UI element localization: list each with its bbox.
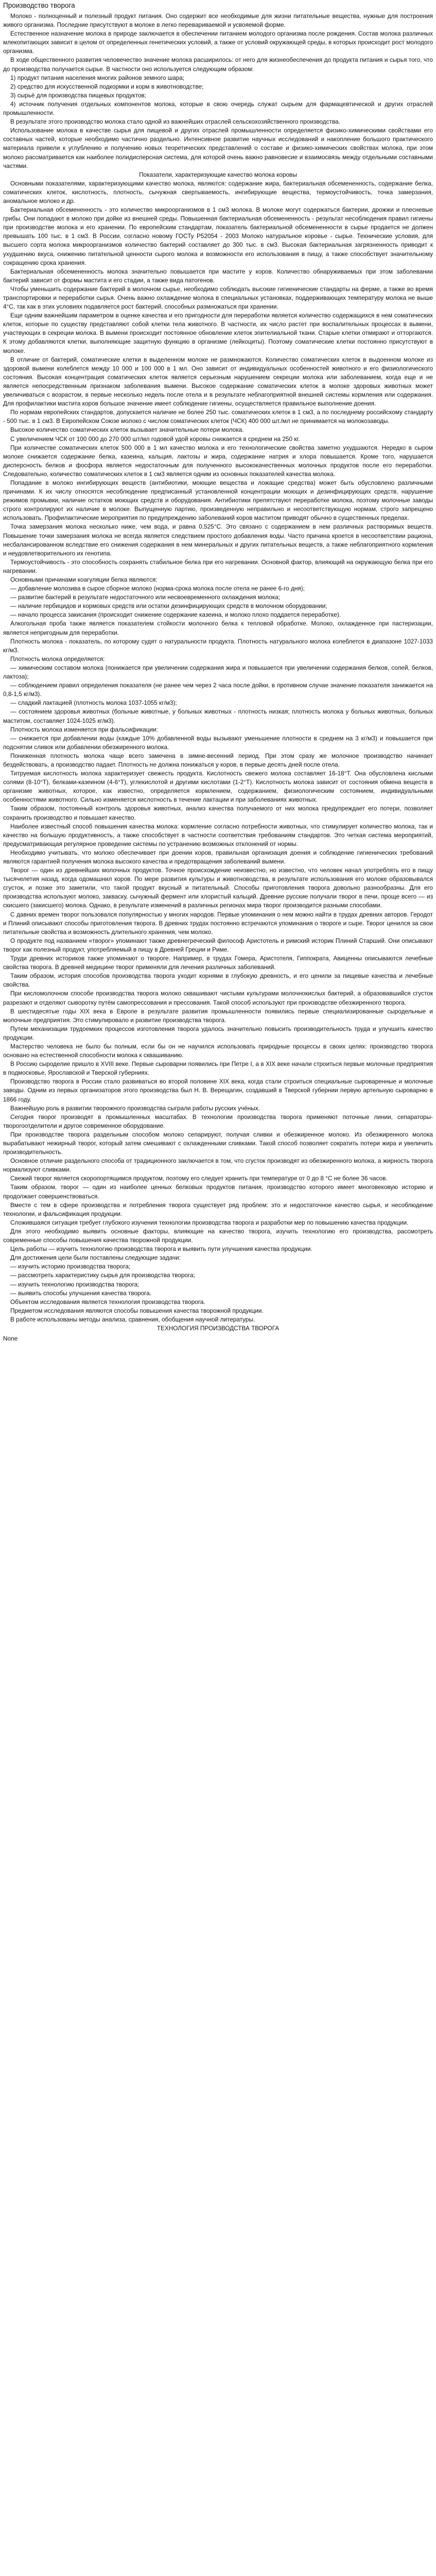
paragraph: Творог — один из древнейших молочных продуктов. Точное происхождение неизвестно, но известно, что человек начал употреблять его в пищу тысячелетия назад, когда одомашнил коров. По мере развития культуры и животноводства, в результате использования его молоке образовывался сгусток, и позже это заметили, что такой продукт вкусный и питательный. Способы приготовления творога довольно разнообразны. Для его производства используют молоко, закваску, сычужный фермент или хлористый кальций. Древние русские получали творог в печи, проще всего — из скисшего (закисшего) молока. Однако, в результате изменений в различных регионах мира творог производится разными способами. (3, 867, 433, 909)
paragraph: Термоустойчивость - это способность сохранять стабильное белка при его нагревании. Основной фактор, влияющий на окружающую белка при его нагревании. (3, 558, 433, 574)
paragraph: Плотность молока изменяется при фальсификации: (10, 725, 158, 733)
document-title: Производство творога (3, 2, 75, 9)
page-footer: None (3, 1335, 18, 1343)
paragraph: Основными причинами коагуляции белка являются: (10, 576, 158, 583)
document (0, 1, 436, 1343)
paragraph: Таким образом, история способов производства творога уходит корнями в глубокую древность, и его ценили за пищевые качества и лечебные свойства. (3, 972, 433, 989)
paragraph: Сегодня творог производят в промышленных масштабах. В технологии производства творога применяют поточные линии, сепараторы-творогоотделители и другое современное оборудование. (3, 1113, 433, 1129)
paragraph: Использование молока в качестве сырья для пищевой и других отраслей промышленности определяется физико-химическими свойствами его составных частей, которые необходимо частично раздельно. Интенсивное развитие научных исследований и накопление большого практического материала привели к углублению и получению новых теоретических представлений о составе и физико-химических свойствах молока, при этом молоко рассматривается как наиболее полидисперсная система, для которой очень важно равновесие и взаимосвязь между отдельными составными частями. (3, 127, 433, 170)
paragraph: Бактериальная обсемененность - это количество микроорганизмов в 1 см3 молока. В молоке могут содержаться бактерии, дрожжи и плесневые грибы. Они попадают в молоко при дойке из внешней среды. Повышенная бактериальная обсемененность - результат несоблюдения правил гигиены при производстве молока и его хранении. По европейским стандартам, показатель бактериальной обсемененности в сырье продается не должен превышать 100 тыс. в 1 см3. В России, согласно новому ГОСТу Р52054 - 2003 Молоко натуральное коровье - сырье. Технические условия, для высшего сорта молока микроорганизмов количество бактерий составляет до 300 тыс. в см3. Высокая бактериальная загрязненность приводит к ухудшению вкуса, снижению питательной ценности сырого молока и возможности его использования в пищу, а также способствует значительному сокращению срока хранения. (3, 206, 433, 266)
paragraph: Основное отличие раздельного способа от традиционного заключается в том, что сгусток производят из обезжиренного молока, а жирность творога нормализуют сливками. (3, 1157, 433, 1174)
paragraph: Молоко - полноценный и полезный продукт питания. Оно содержит все необходимые для жизни питательные вещества, нужные для построения живого организма. Последние присутствуют в молоке в легко перевариваемой и усвояемой форме. (3, 12, 433, 29)
paragraph: В отличие от бактерий, соматические клетки в выделенном молоке не размножаются. Количество соматических клеток в выдоенном молоке из здоровой вымени колеблется между 10 000 и 100 000 в 1 мл. Оно зависит от индивидуальных особенностей животного и его физиологического состояния. Высокая концентрация соматических клеток является серьезным нарушением секреции молока или заболеванием, когда еще и не является непосредственным признаком заболевания вымени. Высокое содержание соматических клеток в молоке здоровых животных может увеличиваться с возрастом, в первые несколько недель после отела и в результате неблагоприятной внешней системы кормления или содержания. Для профилактики мастита коров большое значение имеет соблюдение гигиены, осуществляется правильное выполнение доения. (3, 355, 433, 408)
document-body (3, 12, 433, 1324)
paragraph: О продукте под названием «творог» упоминают также древнегреческий философ Аристотель и римский историк Плиний Старший. Они описывают творог как полезный продукт, употребляемый в пищу в Древней Греции и Риме. (3, 937, 433, 953)
paragraph: Для этого необходимо выявить основные факторы, влияющие на качество творога, изучить технологию его производства, рассмотреть современные способы повышения качества творожной продукции. (3, 1227, 433, 1244)
paragraph: 1) продукт питания населения многих районов земного шара; (10, 74, 185, 81)
paragraph: По нормам европейских стандартов, допускается наличие не более 250 тыс. соматических клеток в 1 см3, а по последнему российскому стандарту - 500 тыс. в 1 см3. В Европейском Союзе молоко с числом соматических клеток (ЧСК) 400 000 шт./мл не принимается на молокозаводы. (3, 409, 433, 425)
paragraph: Титруемая кислотность молока характеризует свежесть продукта. Кислотность свежего молока составляет 16-18°Т. Она обусловлена кислыми солями (8-10°Т), белками-казеином (4-6°Т), углекислотой и другими кислотами (1-2°Т). Кислотность молока зависит от состояния обмена веществ в организме животных, которое, как известно, определяется кормлением, содержанием, физиологическим состоянием, индивидуальными особенностями животного. Сильно изменяется кислотность в течение лактации и при заболеваниях животных. (3, 770, 433, 804)
paragraph: — химическим составом молока (понижается при увеличении содержания жира и повышается при увеличении содержания белков, солей, белков, лактоза); (3, 664, 433, 681)
paragraph: 4) источник получения отдельных компонентов молока, которые в свою очередь служат сырьем для фармацевтической и других отраслей промышленности. (3, 100, 433, 117)
paragraph: Объектом исследования является технология производства творога. (10, 1298, 205, 1306)
paragraph: Алкогольная проба также является показателем стойкости молочного белка к тепловой обработке. Молоко, охлажденное при пастеризации, является непригодным для переработки. (3, 620, 433, 636)
paragraph: 2) средство для искусственной подкормки и корм в животноводстве; (10, 82, 204, 90)
paragraph: В Россию сыроделие пришло в XVIII веке. Первые сыроварни появились при Петре I, а в XIX веке начали строиться первые молочные предприятия в подмосковье, Ярославской и Тверской губерниях. (3, 1060, 433, 1077)
section-heading: ТЕХНОЛОГИЯ ПРОИЗВОДСТВА ТВОРОГА (156, 1324, 280, 1332)
paragraph: При кисломолочном способе производства творога молоко сквашивают чистыми культурами молочнокислых бактерий, а образовавшийся сгусток разрезают и отделяют сыворотку путём самопрессования и прессования. Такой способ используют при производстве обезжиренного творога. (3, 990, 433, 1006)
paragraph: — выявить способы улучшения качества творога. (10, 1289, 152, 1297)
paragraph: Плотность молока определяется: (10, 655, 105, 663)
paragraph: — снижается при добавлении воды (каждые 10% добавленной воды вызывают уменьшение плотности в среднем на 3 кг/м3) и повышается при подснятии сливок или добавлении обезжиренного молока. (3, 734, 433, 751)
paragraph: В шестидесятые годы XIX века в Европе в результате развития промышленности появились первые специализированные сыродельные и молочные предприятия. Это стимулировало и развитие производства творога. (3, 1007, 433, 1024)
paragraph: Путем механизации трудоемких процессов изготовления творога удалось значительно повысить производительность труда и улучшить качество продукции. (3, 1025, 433, 1041)
paragraph: — развитие бактерий в результате недостаточного или несвоевременного охлаждения молока; (10, 594, 281, 601)
paragraph: Еще одним важнейшим параметром в оценке качества и его пригодности для переработки является количество содержащихся в нем соматических клеток, которые по существу представляют собой клетки тела животного. В частности, их число растет при воспалительных процессах в вымени, участвующих в секреции молока. В вымени происходит постоянное обновление клеток эпителиальной ткани. Старые клетки отмирают и отторгаются. К этому добавляются клетки, выполняющие защитную функцию в организме (лейкоциты). Поэтому соматические клетки постоянно присутствуют в молоке. (3, 312, 433, 354)
paragraph: 3) сырьё для производства пищевых продуктов; (10, 91, 146, 99)
paragraph: Таким образом, творог — один из наиболее ценных белковых продуктов питания, производство которого имеет многовековую историю и продолжает совершенствоваться. (3, 1183, 433, 1200)
paragraph: Труди древних историков также упоминают о твороге. Например, в трудах Гомера, Аристотеля, Гиппократа, Авиценны описываются лечебные свойства творога. В древней медицине творог применяли для лечения различных заболеваний. (3, 955, 433, 971)
paragraph: В работе использованы методы анализа, сравнения, обобщения научной литературы. (10, 1315, 255, 1323)
paragraph: — изучить технологию производства творога; (10, 1280, 139, 1288)
paragraph: Необходимо учитывать, что молоко обеспечивает при доении коров, правильная организация доения и соблюдение гигиенических требований являются гарантией получения молока высокого качества и предотвращения заболеваний вымени. (3, 849, 433, 865)
paragraph: Таким образом, постоянный контроль здоровья животных, анализ качества получаемого от них молока предупреждает его потери, позволяет сохранить производство и повышает качество. (3, 805, 433, 821)
paragraph: Бактериальная обсемененность молока значительно повышается при мастите у коров. Количество обнаруживаемых при этом заболевании бактерий зависит от формы мастита и его стадии, а также вида патогенов. (3, 267, 433, 284)
paragraph: Точка замерзания молока несколько ниже, чем вода, и равна 0,525°С. Это связано с содержанием в нем различных растворимых веществ. Повышение точки замерзания молока не всегда является следствием простого добавления воды. Часто причина кроется в несоответствии рациона, несбалансированном вследствие его снижения содержания в нем минеральных и других питательных веществ, а также неблагоприятного кормления и неудовлетворительного их генотипа. (3, 523, 433, 557)
paragraph: — сладкий лактацией (плотность молока 1037-1055 кг/м3); (10, 699, 177, 707)
paragraph: — состоянием здоровья животных (больные животные, у больных животных - плотность низкая; плотность молока у больных животных, больных маститом, составляет 1024-1025 кг/м3). (3, 708, 433, 724)
paragraph: Производство творога в России стало развиваться во второй половине XIX века, когда стали строиться специальные сыроваренные и молочные заводы. Одним из первых организаторов этого производства был Н. В. Верещагин, создавший в Тверской губернии первую артельную сыроварню в 1866 году. (3, 1078, 433, 1103)
paragraph: Предметом исследования являются способы повышения качества творожной продукции. (10, 1307, 264, 1314)
paragraph: — соблюдением правил определения показателя (не ранее чем через 2 часа после дойки, в противном случае значение показателя занижается на 0,8-1,5 кг/м3). (3, 682, 433, 698)
paragraph: Основными показателями, характеризующими качество молока, являются: содержание жира, бактериальная обсемененность, содержание белка, соматических клеток, кислотность, плотность, сычужная свертываемость, ингибирующие вещества, термоустойчивость, точка замерзания, аномальное молоко и др. (3, 179, 433, 205)
paragraph: Свежий творог является скоропортящимся продуктом, поэтому его следует хранить при температуре от 0 до 8 °С не более 36 часов. (10, 1175, 388, 1182)
paragraph: Важнейшую роль в развитии творожного производства сыграли работы русских учёных. (10, 1104, 260, 1112)
paragraph: — добавление молозива в сырое сборное молоко (норма-срока молока после отела не ранее 6-го дня); (10, 585, 305, 592)
paragraph: — рассмотреть характеристику сырья для производства творога; (10, 1272, 195, 1279)
paragraph: Цель работы — изучить технологию производства творога и выявить пути улучшения качества продукции. (10, 1245, 312, 1253)
paragraph: В ходе общественного развития человечество значение молока расширилось: от него для жизнеобеспечения до продукта питания и сырья того, что до производства получается сырье. В частности оно используется следующим образом: (3, 56, 433, 73)
paragraph: Естественное назначение молока в природе заключается в обеспечении питанием молодого организма после рождения. Состав молока различных млекопитающих зависит в целом от определенных генетических условий, а также от условий окружающей среды, в которых происходит рост молодого организма. (3, 30, 433, 55)
paragraph: При количестве соматических клеток 500 000 в 1 мл качество молока и его технологические свойства заметно ухудшаются. Нередко в сыром молоке снижается содержание белка, казеина, кальция, лактозы и жира, содержание натрия и хлора повышается. Кроме того, нарушается дисперсность белков и фосфора является недостаточным для полученного высококачественных молочных продуктов после его переработки. Следовательно, количество соматических клеток в 1 см3 является одним из основных показателей качества молока. (3, 444, 433, 478)
paragraph: Наиболее известный способ повышения качества молока: кормление согласно потребности животных, что стимулирует количество молока, так и качество на большую продуктивность, а также способствует в частности соответствия требованиям стандартов. Это четкая система мероприятий, предусматривающая регулярное проведение системы по устранению возможных отклонений от нормы. (3, 822, 433, 848)
paragraph: Высокое количество соматических клеток вызывает значительные потери молока. (10, 426, 244, 434)
paragraph: Попадание в молоко ингибирующих веществ (антибиотики, моющие вещества и ложащие средства) может быть обусловлено различными причинами. К их числу относятся несоблюдение предписанный установленной концентрации моющих и дезинфицирующих средств, нарушение режимов промывки, наличие остатков моющих средств и оборудования. Антибиотики препятствуют переработке молока, поэтому молочные заводы строго контролируют их наличие в молоке. Выпущенную партию, произведенную неправильно и несоответствующую нормам, строго запрещено использовать. Профилактические мероприятия по предупреждению заболеваний коров маститом приводят обычно в существенных пределах. (3, 479, 433, 522)
paragraph: Сложившаяся ситуация требует глубокого изучения технологии производства творога и разработки мер по повышению качества продукции. (10, 1218, 409, 1226)
paragraph: В результате этого производство молока стало одной из важнейших отраслей сельскохозяйственного производства. (10, 118, 340, 126)
paragraph: С увеличением ЧСК от 100 000 до 270 000 шт/мл годовой удой коровы снижается в среднем на 250 кг. (10, 435, 300, 443)
paragraph: — наличие гербицидов и кормовых средств или остатки дезинфицирующих средств в молочном оборудовании; (10, 602, 327, 610)
paragraph: Вместе с тем в сфере производства и потребления творога существует ряд проблем: это и недостаточное качество сырья, и несоблюдение технологии, и фальсификация продукции. (3, 1201, 433, 1217)
paragraph: — начало процесса закисания (происходит снижение содержание казеина, и молоко плохо поддается переработке). (10, 611, 341, 619)
paragraph: Показатели, характеризующие качество молока коровы (139, 171, 297, 178)
paragraph: Плотность молока - показатель, по которому судят о натуральности продукта. Плотность натурального молока колеблется в диапазоне 1027-1033 кг/м3. (3, 637, 433, 654)
paragraph: — изучить историю производства творога; (10, 1263, 131, 1270)
paragraph: Мастерство человека не было бы полным, если бы он не научился использовать природные процессы в своих целях: производство творога основано на естественной способности молока к сквашиванию. (3, 1042, 433, 1059)
paragraph: Чтобы уменьшить содержание бактерий в молочном сырье, необходимо соблюдать высокие гигиенические стандарты на ферме, а также во время транспортировки и переработки сырья. Очень важно охлаждение молока в специальных установках, поддерживающих температуру молока не выше 4°С, так как в этих условиях подавляется рост бактерий, способных размножаться при хранении. (3, 285, 433, 311)
paragraph: Для достижения цели были поставлены следующие задачи: (10, 1254, 181, 1262)
paragraph: Пониженная плотность молока чаще всего замечена в зимне-весенний период. При этом сразу же молочное производство начинает бездействовать, а производство падает. Плотность не должна понижаться у коров, в первые десять дней после отела. (3, 752, 433, 768)
paragraph: При производстве творога раздельным способом молоко сепарируют, получая сливки и обезжиренное молоко. Из обезжиренного молока вырабатывают нежирный творог, который затем смешивают с охлажденными сливками. Такой способ позволяет сократить потери жира и увеличить производительность. (3, 1130, 433, 1156)
paragraph: С давних времен творог пользовался популярностью у многих народов. Первые упоминания о нем можно найти в трудах древних авторов. Геродот и Плиний описывают способы приготовления творога. В древних трудах постоянно встречаются упоминания о твороге и сыре. Творог ценился за свои питательные свойства и возможность длительного хранения, чем молоко. (3, 910, 433, 936)
